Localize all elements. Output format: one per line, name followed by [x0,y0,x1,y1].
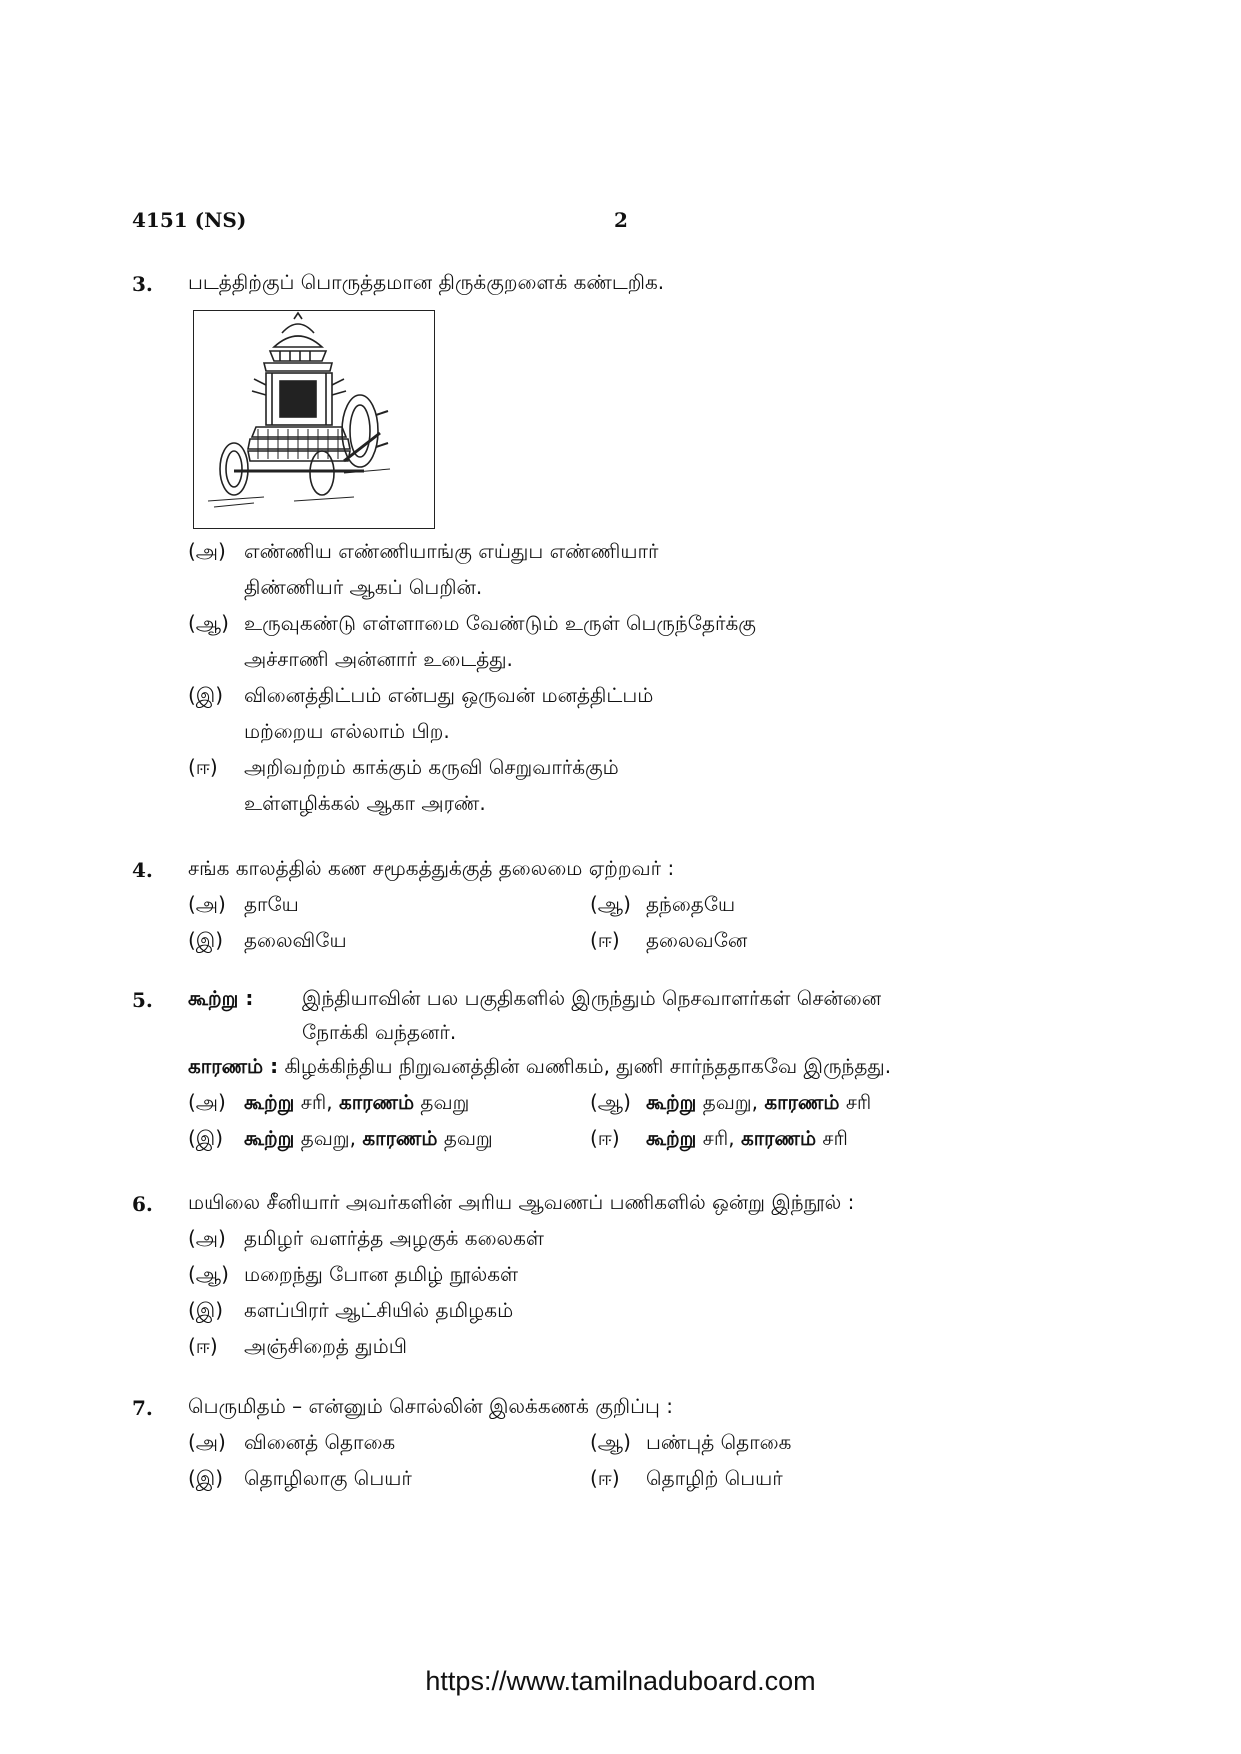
option-label: (இ) [188,1126,224,1150]
reason-word: காரணம் [764,1090,840,1114]
reason-word: காரணம் [740,1126,817,1150]
option-label: (அ) [188,1226,226,1250]
statement-word: கூற்று [244,1090,295,1114]
option-label: (இ) [188,1466,224,1490]
option-text: களப்பிரர் ஆட்சியில் தமிழகம் [244,1298,514,1322]
option-a [188,1226,544,1253]
option-ii-line2: உள்ளழிக்கல் ஆகா அரண். [244,791,486,815]
reason-verdict: தவறு [443,1126,493,1150]
option-aa [188,1262,518,1289]
option-text: பண்புத் தொகை [646,1430,792,1454]
option-text: தாயே [244,892,299,916]
option-label: (ஈ) [590,1126,620,1150]
option-aa-line2: அச்சாணி அன்னார் உடைத்து. [244,647,513,671]
option-i [188,1298,513,1325]
option-label: (ஈ) [188,755,218,779]
option-a-line2: திண்ணியர் ஆகப் பெறின். [244,575,483,599]
statement-verdict: தவறு, [702,1090,758,1114]
option-text: அறிவற்றம் காக்கும் கருவி செறுவார்க்கும் [244,755,619,779]
reason-text: கிழக்கிந்திய நிறுவனத்தின் வணிகம், துணி சார்ந்ததாகவே இருந்தது. [284,1054,892,1078]
question-number: 4. [132,858,153,882]
statement-text-line2: நோக்கி வந்தனர். [302,1020,457,1044]
option-label: (ஈ) [590,1466,620,1490]
option-i [188,928,347,955]
option-i [188,1466,412,1493]
option-ii [590,1466,783,1493]
footer-url[interactable]: https://www.tamilnaduboard.com [425,1666,816,1696]
option-aa [188,611,756,638]
option-text: தலைவியே [244,928,347,952]
option-label: (ஆ) [590,1430,631,1454]
paper-code: 4151 (NS) [132,208,247,232]
reason-row [188,1054,891,1081]
reason-word: காரணம் [362,1126,438,1150]
option-text: தலைவனே [646,928,748,952]
chariot-icon [194,311,433,527]
option-text: தமிழர் வளர்த்த அழகுக் கலைகள் [244,1226,544,1250]
option-label: (ஆ) [188,611,229,635]
option-label: (ஈ) [188,1334,218,1358]
option-text: வினைத்திட்பம் என்பது ஒருவன் மனத்திட்பம் [244,683,654,707]
option-label: (அ) [188,539,226,563]
option-aa [590,1090,871,1117]
option-text: எண்ணிய எண்ணியாங்கு எய்துப எண்ணியார் [244,539,659,563]
chariot-figure [193,310,435,529]
option-text: மறைந்து போன தமிழ் நூல்கள் [244,1262,519,1286]
option-text: வினைத் தொகை [244,1430,396,1454]
option-label: (ஆ) [590,1090,631,1114]
option-text: உருவுகண்டு எள்ளாமை வேண்டும் உருள் பெருந்தேர்க்கு [244,611,756,635]
option-aa [590,892,735,919]
statement-label: கூற்று : [188,986,254,1010]
option-text: தந்தையே [646,892,736,916]
statement-verdict: தவறு, [300,1126,356,1150]
option-i-line2: மற்றைய எல்லாம் பிற. [244,719,450,743]
option-a [188,1430,395,1457]
option-a [188,1090,469,1117]
question-text: சங்க காலத்தில் கண சமூகத்துக்குத் தலைமை ஏற்றவர் : [188,856,675,880]
option-text: தொழிலாகு பெயர் [244,1466,412,1490]
option-label: (ஆ) [188,1262,229,1286]
page-number: 2 [614,208,628,232]
statement-text: இந்தியாவின் பல பகுதிகளில் இருந்தும் நெசவாளர்கள் சென்னை [302,986,882,1010]
option-label: (இ) [188,683,224,707]
option-ii [590,928,747,955]
statement-word: கூற்று [646,1090,697,1114]
statement-verdict: சரி, [702,1126,735,1150]
option-label: (ஈ) [590,928,620,952]
reason-verdict: சரி [822,1126,848,1150]
option-ii [590,1126,848,1153]
option-aa [590,1430,791,1457]
question-number: 6. [132,1192,153,1216]
option-i [188,1126,493,1153]
option-label: (அ) [188,1430,226,1454]
question-text: படத்திற்குப் பொருத்தமான திருக்குறளைக் கண்டறிக. [188,270,665,294]
option-label: (ஆ) [590,892,631,916]
option-label: (அ) [188,892,226,916]
option-text: அஞ்சிறைத் தும்பி [244,1334,407,1358]
option-label: (அ) [188,1090,226,1114]
question-text: மயிலை சீனியார் அவர்களின் அரிய ஆவணப் பணிகளில் ஒன்று இந்நூல் : [188,1190,855,1214]
question-number: 7. [132,1396,153,1420]
option-label: (இ) [188,928,224,952]
option-text: தொழிற் பெயர் [646,1466,783,1490]
question-number: 3. [132,272,153,296]
option-ii [188,755,619,782]
reason-word: காரணம் [338,1090,415,1114]
option-i [188,683,653,710]
statement-word: கூற்று [244,1126,295,1150]
option-ii [188,1334,407,1361]
question-text: பெருமிதம் – என்னும் சொல்லின் இலக்கணக் குறிப்பு : [188,1394,673,1418]
statement-verdict: சரி, [300,1090,333,1114]
option-a [188,539,658,566]
statement-word: கூற்று [646,1126,697,1150]
reason-verdict: தவறு [420,1090,470,1114]
reason-verdict: சரி [845,1090,872,1114]
option-label: (இ) [188,1298,224,1322]
question-number: 5. [132,988,153,1012]
reason-label: காரணம் : [188,1054,279,1078]
option-a [188,892,299,919]
